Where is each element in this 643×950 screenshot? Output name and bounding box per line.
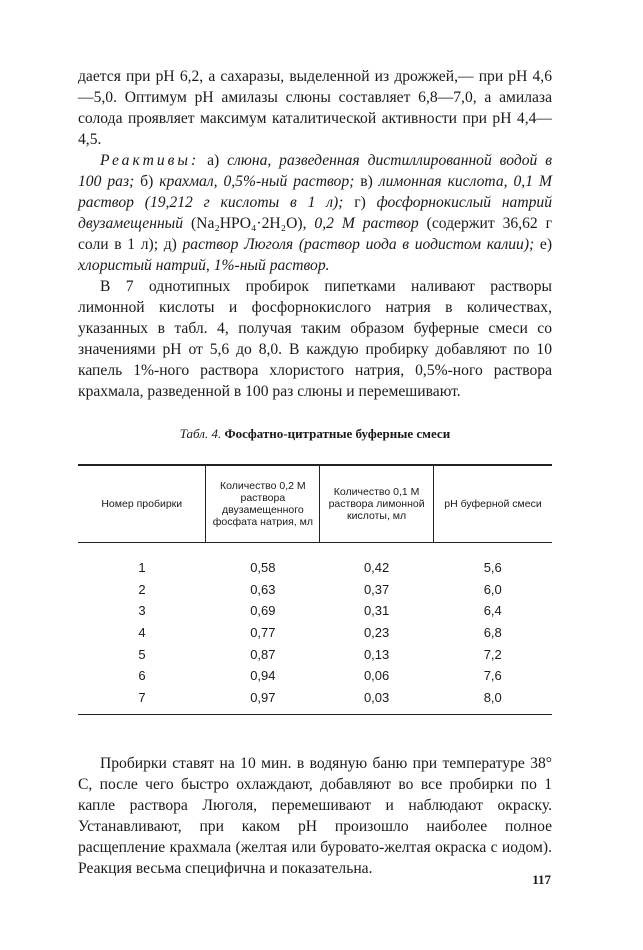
cell-citric: 0,37 [363, 581, 390, 597]
paragraph-result: Пробирки ставят на 10 мин. в водяную баню при температуре 38° С, после чего быстро охлаждают, добавляют во все пробирки по 1 капле раствора Люголя, перемешивают и наблюдают окраску. Устанавливают, при каком рН произошло наиболее полное расщепление крахмала (желтая или буровато-желтая окраска с иодом). Реакция весьма специфична и показательна. [78, 755, 552, 878]
cell-ph: 5,6 [483, 560, 502, 576]
paragraph-intro: дается при рН 6,2, а сахаразы, выделенной из дрожжей,— при рН 4,6—5,0. Оптимум рН амилазы слюны составляет 6,8—7,0, а амилаза солода проявляет максимум каталитической активности при рН 4,4—4,5. [78, 68, 552, 148]
reagent-v-mark: в) [360, 173, 373, 190]
table-caption-label: Табл. 4. [179, 426, 222, 441]
table-row [78, 622, 552, 644]
cell-ph: 6,8 [483, 625, 502, 641]
cell-citric: 0,03 [320, 687, 434, 715]
cell-citric: 0,23 [363, 625, 390, 641]
reagent-g-concentration: 0,2 М раствор [314, 215, 419, 232]
cell-ph: 6,4 [483, 603, 502, 619]
reagent-e-mark: е) [539, 236, 553, 253]
reagent-g-formula: (Na₂HPO₄·2H₂O), [190, 215, 307, 232]
cell-phosphate: 0,97 [206, 687, 320, 715]
cell-tube: 1 [138, 560, 146, 576]
cell-phosphate: 0,77 [250, 625, 276, 641]
reagent-g-text: фосфорнокислый натрий двузамещенный [78, 194, 553, 232]
cell-ph: 7,6 [483, 668, 502, 684]
header-phosphate: Количество 0,2 М раствора двузамещенного фосфата натрия, мл [206, 465, 320, 543]
header-citric-acid: Количество 0,1 М раствора лимонной кислоты, мл [320, 465, 434, 543]
reagent-a-text: слюна, разведенная дистиллированной водой в 100 раз; [78, 152, 552, 190]
header-tube-number: Номер пробирки [78, 465, 206, 543]
reagent-b-text: крахмал, 0,5%-ный раствор; [159, 173, 355, 190]
cell-phosphate: 0,87 [250, 646, 276, 662]
table-row [78, 665, 552, 687]
reagents-label: Реактивы: [100, 152, 200, 169]
reagent-g-mark: г) [354, 194, 366, 211]
cell-tube: 6 [138, 668, 146, 684]
cell-ph: 8,0 [433, 687, 552, 715]
cell-citric: 0,13 [363, 646, 390, 662]
page-number: 117 [532, 872, 551, 887]
reagent-g-note: (содержит 36,62 г соли в 1 л); [78, 215, 553, 253]
reagent-e-text: хлористый натрий, 1%-ный раствор. [78, 257, 330, 274]
reagent-v-text: лимонная кислота, 0,1 М раствор (19,212 г кислоты в 1 л); [78, 173, 552, 211]
cell-ph: 7,2 [483, 646, 502, 662]
table-row [78, 643, 552, 665]
header-ph: рН буферной смеси [433, 465, 552, 543]
cell-tube: 2 [138, 581, 146, 597]
reagent-b-mark: б) [140, 173, 154, 190]
reagent-a-mark: а) [207, 152, 220, 169]
cell-citric: 0,42 [363, 560, 390, 576]
cell-tube: 5 [138, 646, 146, 662]
paragraph-procedure: В 7 однотипных пробирок пипетками наливают растворы лимонной кислоты и фосфорнокислого натрия в количествах, указанных в табл. 4, получая таким образом буферные смеси со значениями рН от 5,6 до 8,0. В каждую пробирку добавляют по 10 капель 1%-ного раствора хлористого натрия, 0,5%-ного раствора крахмала, разведенной в 100 раз слюны и перемешивают. [78, 278, 552, 400]
cell-phosphate: 0,58 [250, 560, 276, 576]
cell-tube: 3 [138, 603, 146, 619]
cell-citric: 0,31 [363, 603, 390, 619]
reagent-d-mark: д) [163, 236, 177, 253]
table-row [78, 600, 552, 622]
table-row [78, 579, 552, 601]
page-body [78, 66, 552, 879]
cell-ph: 6,0 [483, 581, 502, 597]
table-header-row [78, 465, 552, 543]
reagent-d-text: раствор Люголя (раствор иода в иодистом калии); [182, 236, 535, 253]
cell-tube: 4 [138, 625, 146, 641]
buffer-table [78, 464, 552, 715]
table-caption-title: Фосфатно-цитратные буферные смеси [224, 426, 451, 441]
table-caption [78, 426, 552, 442]
cell-citric: 0,06 [363, 668, 390, 684]
table-row [78, 687, 552, 715]
cell-phosphate: 0,63 [250, 581, 276, 597]
cell-phosphate: 0,69 [250, 603, 276, 619]
cell-phosphate: 0,94 [250, 668, 276, 684]
reagents-paragraph [78, 150, 552, 276]
cell-tube: 7 [78, 687, 206, 715]
table-row [78, 543, 552, 579]
